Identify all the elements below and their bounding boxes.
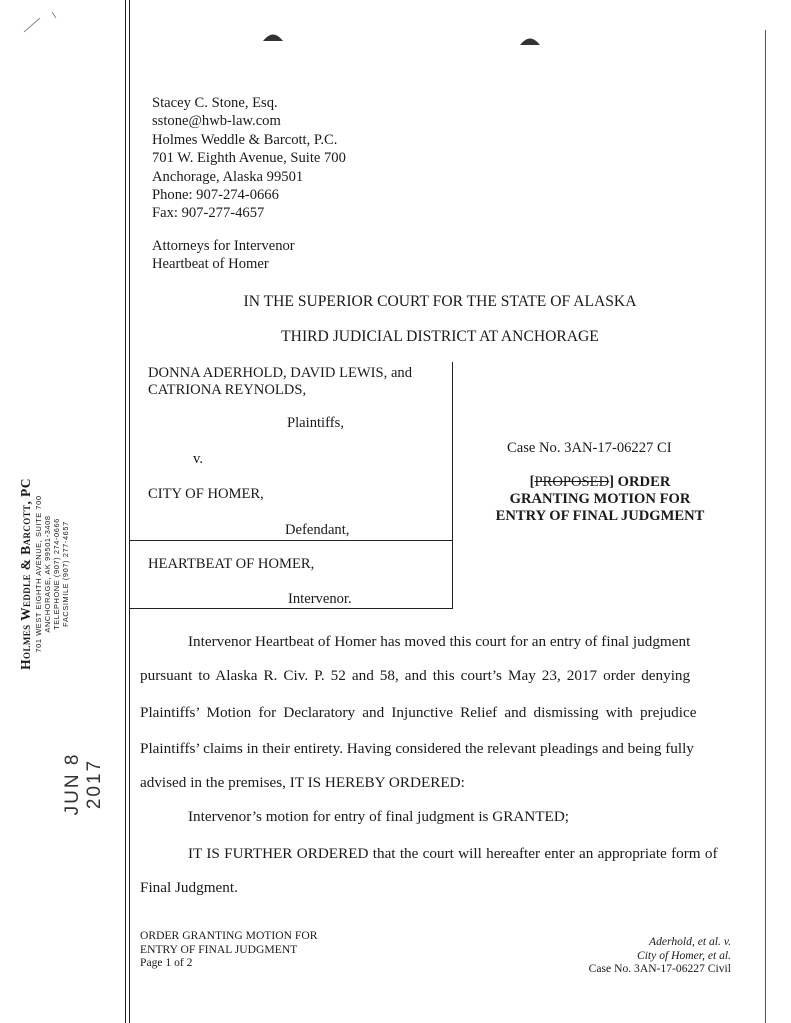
order-title (470, 474, 730, 525)
counsel-name: Stacey C. Stone, Esq. (152, 95, 278, 111)
counsel-firm: Holmes Weddle & Barcott, P.C. (152, 131, 338, 148)
received-date-stamp: JUN 8 2017 (62, 752, 105, 816)
right-margin-rule (765, 30, 766, 1023)
footer-page-number: Page 1 of 2 (140, 956, 193, 970)
plaintiffs-names (148, 365, 412, 399)
punch-hole-mark-right (519, 34, 541, 46)
case-number: Case No. 3AN-17-06227 CI (507, 440, 672, 456)
attorneys-for (152, 237, 295, 274)
versus: v. (193, 451, 203, 467)
sidebar-fax: FACSIMILE (907) 277-4657 (61, 521, 70, 627)
proposed-struck: PROPOSED (534, 474, 610, 490)
footer-case-caption-2: City of Homer, et al. (636, 948, 731, 962)
body-line-4: Plaintiffs’ claims in their entirety. Having considered the relevant pleadings and being fully (140, 740, 694, 757)
counsel-fax: Fax: 907-277-4657 (152, 205, 265, 222)
footer-case-caption-1: Aderhold, et al. v. (649, 935, 731, 948)
footer-right (589, 935, 731, 976)
counsel-block (152, 94, 346, 223)
body-line-3: Plaintiffs’ Motion for Declaratory and Injunctive Relief and dismissing with prejudice (140, 704, 697, 721)
caption-divider (130, 540, 453, 541)
sidebar-firm-name: Holmes Weddle & Barcott, PC (18, 478, 33, 670)
body-line-7: IT IS FURTHER ORDERED that the court will hereafter enter an appropriate form of (188, 845, 718, 862)
district-heading: THIRD JUDICIAL DISTRICT AT ANCHORAGE (281, 328, 599, 345)
plaintiffs-line1: DONNA ADERHOLD, DAVID LEWIS, and (148, 365, 413, 381)
caption-vertical-rule (452, 362, 453, 609)
counsel-email: sstone@hwb-law.com (152, 113, 281, 130)
intervenor-name: HEARTBEAT OF HOMER, (148, 556, 315, 572)
scan-mark (22, 10, 62, 40)
title-bracket-open: [ (529, 474, 535, 490)
counsel-city: Anchorage, Alaska 99501 (152, 168, 304, 185)
order-title-line1 (470, 474, 730, 491)
punch-hole-mark-left (262, 30, 284, 42)
attorneys-for-line1: Attorneys for Intervenor (152, 238, 295, 254)
defendant-name: CITY OF HOMER, (148, 486, 264, 502)
left-margin-rule (125, 0, 126, 1023)
firm-sidebar (18, 474, 70, 674)
order-title-line3: ENTRY OF FINAL JUDGMENT (495, 508, 705, 524)
order-title-line2: GRANTING MOTION FOR (509, 491, 691, 507)
body-line-5: advised in the premises, IT IS HEREBY ORDERED: (140, 774, 465, 791)
body-line-2: pursuant to Alaska R. Civ. P. 52 and 58, and this court’s May 23, 2017 order denying (140, 667, 691, 684)
defendant-label: Defendant, (285, 522, 350, 538)
caption-bottom-rule (130, 608, 453, 609)
sidebar-phone: TELEPHONE (907) 274-0666 (52, 518, 61, 630)
body-line-6: Intervenor’s motion for entry of final judgment is GRANTED; (188, 808, 570, 825)
footer-title-line1: ORDER GRANTING MOTION FOR (140, 929, 318, 942)
court-heading: IN THE SUPERIOR COURT FOR THE STATE OF ALASKA (243, 293, 637, 310)
plaintiffs-label: Plaintiffs, (287, 415, 344, 431)
footer-left (140, 929, 317, 970)
footer-title-line2: ENTRY OF FINAL JUDGMENT (140, 942, 298, 956)
counsel-phone: Phone: 907-274-0666 (152, 187, 279, 204)
attorneys-for-line2: Heartbeat of Homer (152, 256, 269, 273)
counsel-street: 701 W. Eighth Avenue, Suite 700 (152, 150, 346, 167)
body-line-1: Intervenor Heartbeat of Homer has moved this court for an entry of final judgment (188, 633, 691, 650)
plaintiffs-line2: CATRIONA REYNOLDS, (148, 382, 307, 398)
footer-case-number: Case No. 3AN-17-06227 Civil (588, 962, 731, 976)
sidebar-address-2: ANCHORAGE, AK 99501-3408 (43, 515, 52, 633)
sidebar-address-1: 701 WEST EIGHTH AVENUE, SUITE 700 (34, 495, 43, 653)
body-line-8: Final Judgment. (140, 879, 238, 896)
left-margin-rule-inner (129, 0, 130, 1023)
title-order: ] ORDER (609, 474, 671, 490)
intervenor-label: Intervenor. (288, 591, 352, 607)
